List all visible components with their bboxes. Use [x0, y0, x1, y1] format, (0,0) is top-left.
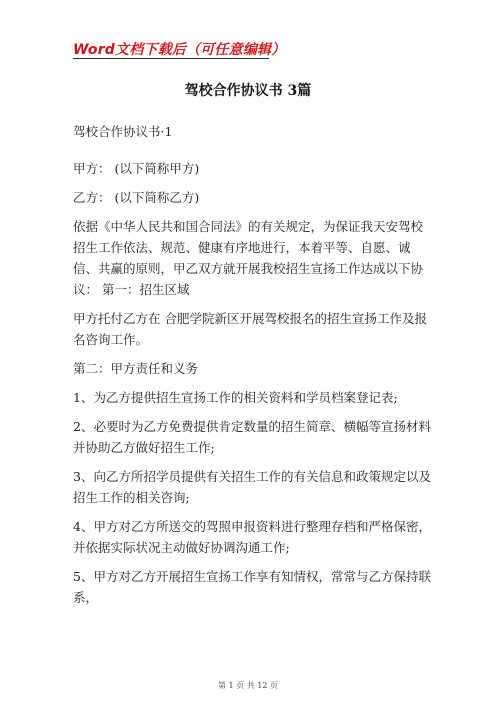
paragraph-item-5: 5、甲方对乙方开展招生宣扬工作享有知情权，常常与乙方保持联系，: [73, 569, 431, 605]
paragraph-item-3: 3、向乙方所招学员提供有关招生工作的有关信息和政策规定以及招生工作的相关咨询;: [73, 469, 431, 505]
document-title: 驾校合作协议书 3篇: [184, 83, 312, 99]
paragraph-section-two: 第二：甲方责任和义务: [73, 361, 199, 376]
paragraph-item-4: 4、甲方对乙方所送交的驾照申报资料进行整理存档和严格保密，并依据实际状况主动做好协调沟通工作;: [73, 519, 431, 555]
paragraph-preamble: 依据《中华人民共和国合同法》的有关规定，为保证我天安驾校招生工作依法、规范、健康有序地进行，本着平等、自愿、诚信、共赢的原则，甲乙双方就开展我校招生宣扬工作达成以下协议： 第一：招生区域: [73, 219, 424, 297]
download-banner: Word文档下载后（可任意编辑）: [73, 42, 286, 58]
paragraph-party-a: 甲方： (以下简称甲方): [73, 161, 200, 176]
document-body: [73, 121, 433, 616]
paragraph-region: 甲方托付乙方在 合肥学院新区开展驾校报名的招生宣扬工作及报名咨询工作。: [73, 311, 427, 347]
page-footer: 第 1 页 共 12 页: [218, 681, 278, 690]
header-underline: [73, 58, 269, 59]
paragraph-party-b: 乙方： (以下简称乙方): [73, 190, 200, 205]
section-subtitle: 驾校合作协议书·1: [73, 124, 173, 139]
paragraph-item-1: 1、为乙方提供招生宣扬工作的相关资料和学员档案登记表;: [73, 390, 398, 405]
paragraph-item-2: 2、必要时为乙方免费提供肯定数量的招生简章、横幅等宣扬材料并协助乙方做好招生工作;: [73, 419, 431, 455]
